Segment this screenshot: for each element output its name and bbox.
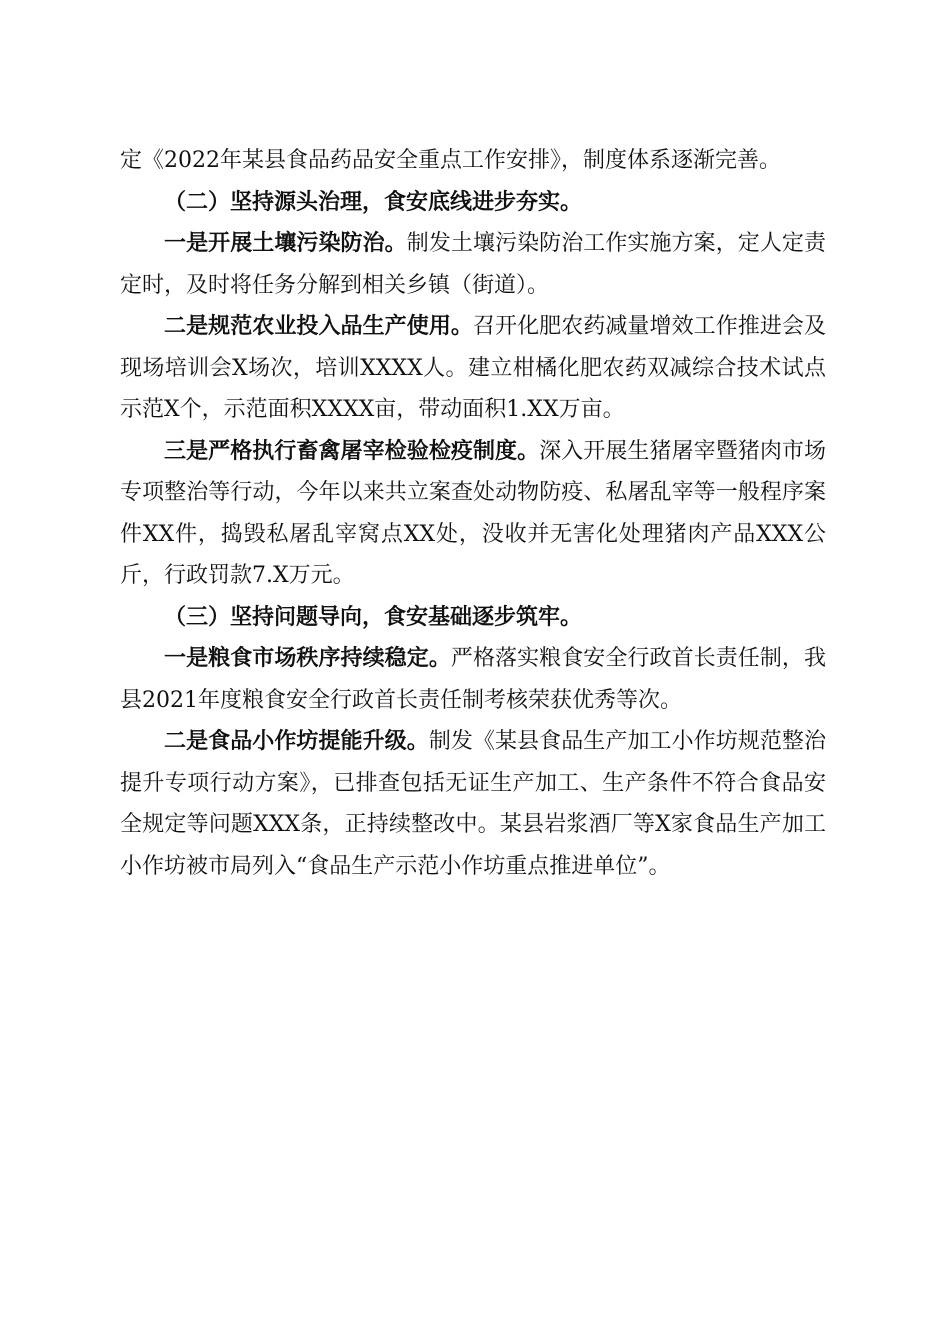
paragraph-food-workshops bbox=[120, 721, 826, 887]
paragraph-continuation bbox=[120, 140, 826, 182]
paragraph-slaughter-inspection bbox=[120, 431, 826, 597]
paragraph-text: 定《2022年某县食品药品安全重点工作安排》，制度体系逐渐完善。 bbox=[120, 148, 781, 173]
paragraph-soil-pollution bbox=[120, 223, 826, 306]
paragraph-text: 严格落实粮食安全行政首长责任制，我县2021年度粮食安全行政首长责任制考核荣获优秀等次。 bbox=[120, 646, 826, 713]
paragraph-grain-market bbox=[120, 638, 826, 721]
paragraph-text: 召开化肥农药减量增效工作推进会及现场培训会X场次，培训XXXX人。建立柑橘化肥农药双减综合技术试点示范X个，示范面积XXXX亩，带动面积1.XX万亩。 bbox=[120, 314, 826, 422]
paragraph-lead: 二是食品小作坊提能升级。 bbox=[164, 728, 429, 754]
paragraph-text: 深入开展生猪屠宰暨猪肉市场专项整治等行动，今年以来共立案查处动物防疫、私屠乱宰等一般程序案件XX件，捣毁私屠乱宰窝点XX处，没收并无害化处理猪肉产品XXX公斤，行政罚款7.X万元。 bbox=[120, 438, 826, 588]
paragraph-text: 制发《某县食品生产加工小作坊规范整治提升专项行动方案》，已排查包括无证生产加工、生产条件不符合食品安全规定等问题XXX条，正持续整改中。某县岩浆酒厂等X家食品生产加工小作坊被市局列入“食品生产示范小作坊重点推进单位”。 bbox=[120, 729, 826, 879]
document-page bbox=[120, 140, 826, 887]
paragraph-lead: 二是规范农业投入品生产使用。 bbox=[164, 313, 473, 339]
paragraph-text: 制发土壤污染防治工作实施方案，定人定责定时，及时将任务分解到相关乡镇（街道）。 bbox=[120, 231, 826, 298]
paragraph-agri-inputs bbox=[120, 306, 826, 431]
paragraph-lead: 一是开展土壤污染防治。 bbox=[164, 230, 407, 256]
paragraph-lead: 三是严格执行畜禽屠宰检验检疫制度。 bbox=[164, 437, 540, 464]
section-heading-2: （二）坚持源头治理，食安底线进步夯实。 bbox=[164, 188, 583, 215]
section-heading-3: （三）坚持问题导向，食安基础逐步筑牢。 bbox=[164, 603, 583, 630]
paragraph-lead: 一是粮食市场秩序持续稳定。 bbox=[164, 645, 451, 671]
